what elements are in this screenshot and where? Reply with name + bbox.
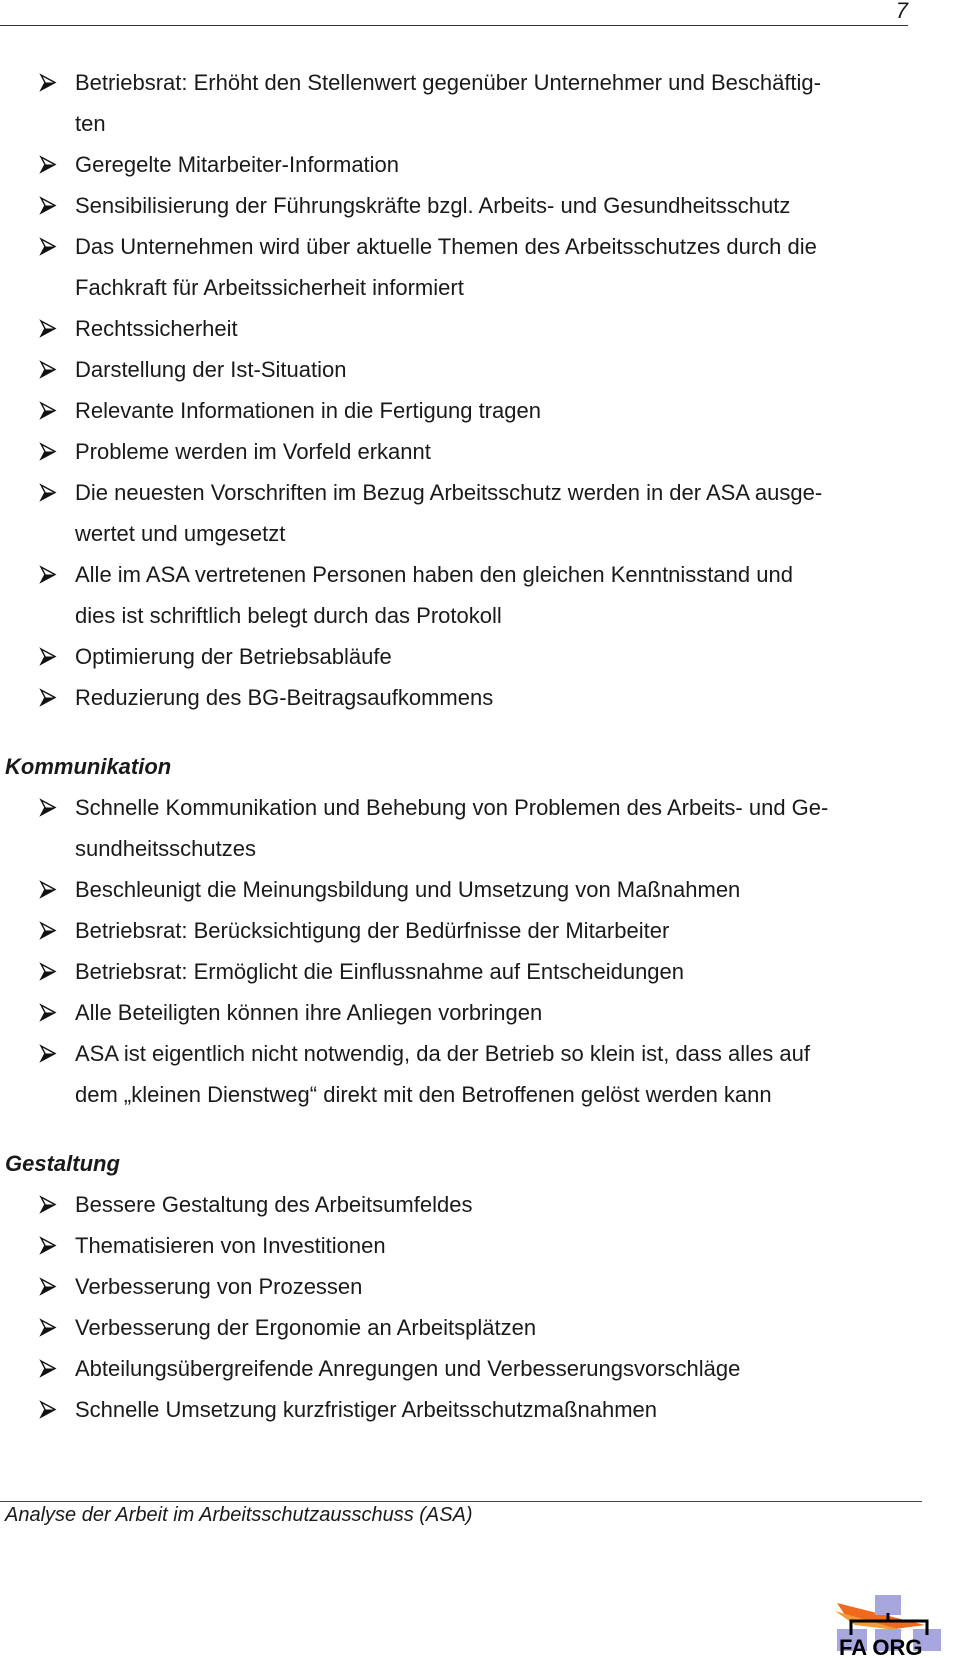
list-item-line: Geregelte Mitarbeiter-Information xyxy=(75,152,400,177)
arrowhead-bullet-icon xyxy=(38,226,58,267)
arrowhead-bullet-icon xyxy=(38,1348,58,1389)
list-item-line: Die neuesten Vorschriften im Bezug Arbeitsschutz werden in der ASA ausge- xyxy=(75,480,823,505)
list-item xyxy=(0,677,960,718)
list-item xyxy=(0,554,960,636)
list-item xyxy=(0,472,960,554)
list-item xyxy=(0,308,960,349)
list-item-line: ASA ist eigentlich nicht notwendig, da der Betrieb so klein ist, dass alles auf xyxy=(75,1041,810,1066)
list-item xyxy=(0,144,960,185)
arrowhead-bullet-icon xyxy=(38,1266,58,1307)
list-item-line: Alle im ASA vertretenen Personen haben den gleichen Kenntnisstand und xyxy=(75,562,793,587)
list-item-line: Rechtssicherheit xyxy=(75,316,238,341)
arrowhead-bullet-icon xyxy=(38,349,58,390)
list-item xyxy=(0,1033,960,1115)
list-item xyxy=(0,185,960,226)
list-item-line: Reduzierung des BG-Beitragsaufkommens xyxy=(75,685,494,710)
arrowhead-bullet-icon xyxy=(38,951,58,992)
list-item-line: dies ist schriftlich belegt durch das Protokoll xyxy=(75,603,502,628)
list-item xyxy=(0,869,960,910)
list-item-line: wertet und umgesetzt xyxy=(75,521,286,546)
list-item-line: Optimierung der Betriebsabläufe xyxy=(75,644,392,669)
list-item xyxy=(0,1266,960,1307)
list-item-line: Schnelle Kommunikation und Behebung von Problemen des Arbeits- und Ge- xyxy=(75,795,829,820)
arrowhead-bullet-icon xyxy=(38,1225,58,1266)
arrowhead-bullet-icon xyxy=(38,390,58,431)
list-item xyxy=(0,910,960,951)
list-item-line: Thematisieren von Investitionen xyxy=(75,1233,386,1258)
list-item xyxy=(0,349,960,390)
arrowhead-bullet-icon xyxy=(38,869,58,910)
arrowhead-bullet-icon xyxy=(38,1184,58,1225)
list-item-line: Verbesserung der Ergonomie an Arbeitsplätzen xyxy=(75,1315,537,1340)
list-item xyxy=(0,1184,960,1225)
list-item-line: dem „kleinen Dienstweg“ direkt mit den Betroffenen gelöst werden kann xyxy=(75,1082,772,1107)
list-item-line: Abteilungsübergreifende Anregungen und Verbesserungsvorschläge xyxy=(75,1356,741,1381)
footer-rule xyxy=(0,1501,922,1502)
content xyxy=(0,62,960,1430)
arrowhead-bullet-icon xyxy=(38,1033,58,1074)
list-item-line: Fachkraft für Arbeitssicherheit informiert xyxy=(75,275,464,300)
arrowhead-bullet-icon xyxy=(38,185,58,226)
list-item xyxy=(0,787,960,869)
list-item xyxy=(0,226,960,308)
arrowhead-bullet-icon xyxy=(38,308,58,349)
list-item xyxy=(0,390,960,431)
list-section-gestaltung xyxy=(0,1184,960,1430)
list-item-line: Alle Beteiligten können ihre Anliegen vorbringen xyxy=(75,1000,543,1025)
header-rule xyxy=(0,25,908,26)
page-number: 7 xyxy=(895,0,908,23)
list-item xyxy=(0,636,960,677)
arrowhead-bullet-icon xyxy=(38,992,58,1033)
list-item-line: Sensibilisierung der Führungskräfte bzgl. Arbeits- und Gesundheitsschutz xyxy=(75,193,791,218)
heading-gestaltung: Gestaltung xyxy=(5,1151,120,1176)
arrowhead-bullet-icon xyxy=(38,554,58,595)
list-item xyxy=(0,1389,960,1430)
list-item-line: Das Unternehmen wird über aktuelle Themen des Arbeitsschutzes durch die xyxy=(75,234,817,259)
arrowhead-bullet-icon xyxy=(38,431,58,472)
list-item xyxy=(0,431,960,472)
footer-title: Analyse der Arbeit im Arbeitsschutzausschuss (ASA) xyxy=(5,1504,473,1526)
list-item-line: Relevante Informationen in die Fertigung tragen xyxy=(75,398,541,423)
svg-text:FA ORG: FA ORG xyxy=(839,1635,923,1655)
list-item-line: Verbesserung von Prozessen xyxy=(75,1274,363,1299)
arrowhead-bullet-icon xyxy=(38,62,58,103)
list-section-kommunikation xyxy=(0,787,960,1115)
heading-kommunikation: Kommunikation xyxy=(5,754,172,779)
list-item-line: Betriebsrat: Erhöht den Stellenwert gegenüber Unternehmer und Beschäftig- xyxy=(75,70,821,95)
list-item-line: Bessere Gestaltung des Arbeitsumfeldes xyxy=(75,1192,473,1217)
list-item-line: Probleme werden im Vorfeld erkannt xyxy=(75,439,431,464)
arrowhead-bullet-icon xyxy=(38,677,58,718)
list-item xyxy=(0,1225,960,1266)
arrowhead-bullet-icon xyxy=(38,636,58,677)
list-item-line: sundheitsschutzes xyxy=(75,836,256,861)
fa-org-logo xyxy=(835,1595,945,1655)
list-item xyxy=(0,951,960,992)
list-item xyxy=(0,992,960,1033)
list-item-line: Betriebsrat: Ermöglicht die Einflussnahme auf Entscheidungen xyxy=(75,959,685,984)
list-item xyxy=(0,62,960,144)
list-section-1 xyxy=(0,62,960,718)
arrowhead-bullet-icon xyxy=(38,472,58,513)
list-item-line: ten xyxy=(75,111,106,136)
arrowhead-bullet-icon xyxy=(38,787,58,828)
arrowhead-bullet-icon xyxy=(38,1389,58,1430)
list-item-line: Schnelle Umsetzung kurzfristiger Arbeitsschutzmaßnahmen xyxy=(75,1397,658,1422)
arrowhead-bullet-icon xyxy=(38,910,58,951)
list-item-line: Darstellung der Ist-Situation xyxy=(75,357,347,382)
list-item xyxy=(0,1307,960,1348)
list-item xyxy=(0,1348,960,1389)
arrowhead-bullet-icon xyxy=(38,144,58,185)
arrowhead-bullet-icon xyxy=(38,1307,58,1348)
list-item-line: Beschleunigt die Meinungsbildung und Umsetzung von Maßnahmen xyxy=(75,877,741,902)
list-item-line: Betriebsrat: Berücksichtigung der Bedürfnisse der Mitarbeiter xyxy=(75,918,670,943)
